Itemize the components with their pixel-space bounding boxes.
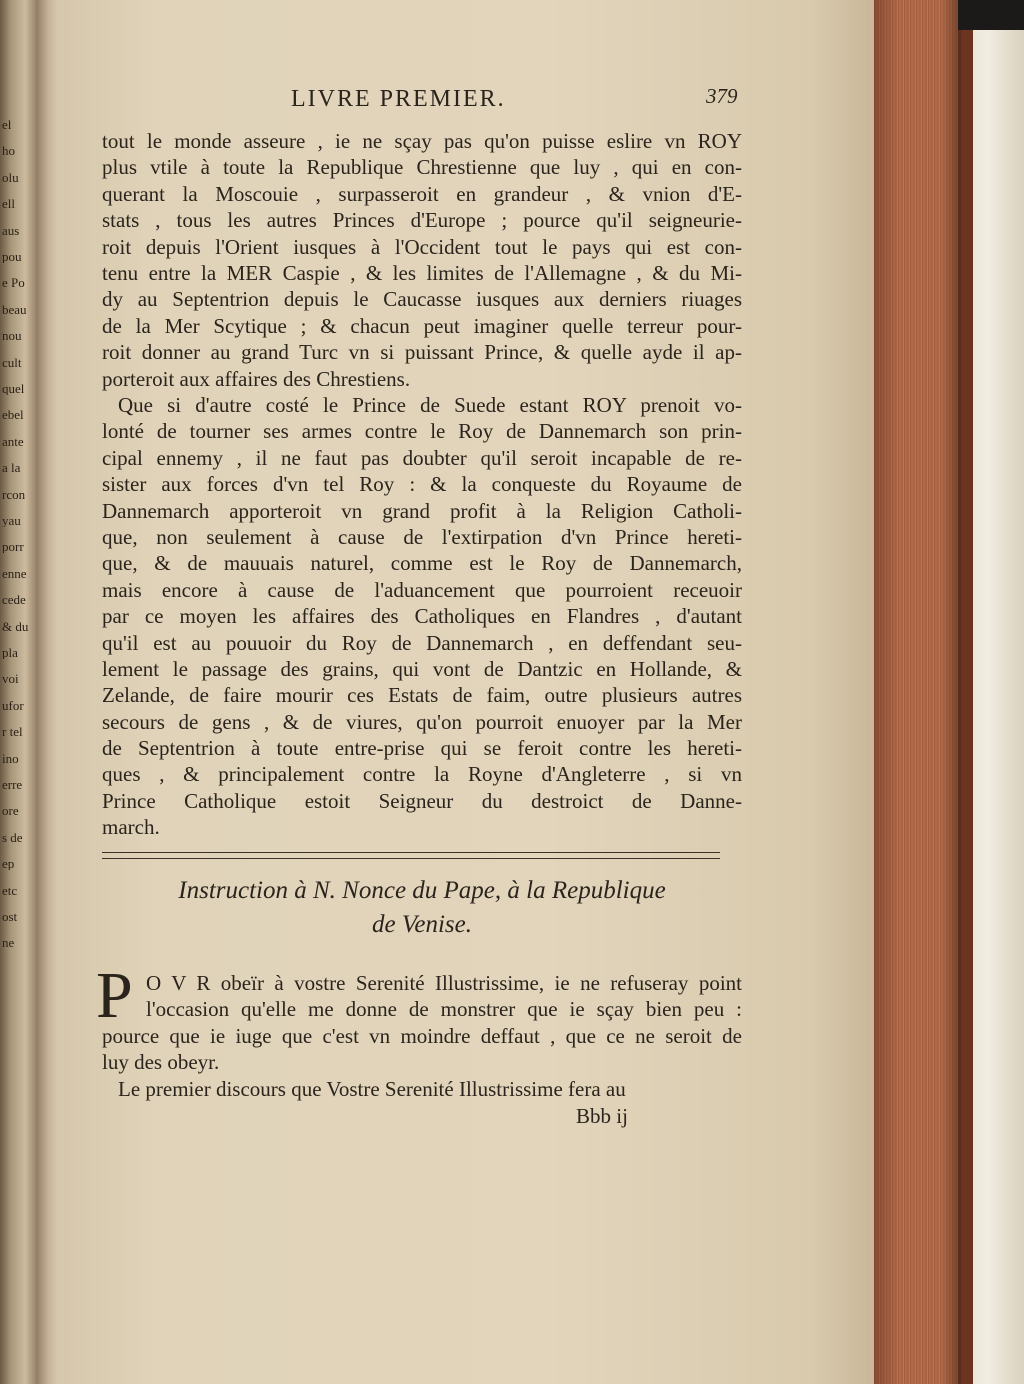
- text-line: secours de gens , & de viures, qu'on pourroit enuoyer par la Mer: [102, 709, 742, 734]
- text-line: cipal ennemy , il ne faut pas doubter qu'il seroit incapable de re-: [102, 445, 742, 470]
- text-line: Zelande, de faire mourir ces Estats de faim, outre plusieurs autres: [102, 683, 742, 708]
- facing-page-fragment: porr: [2, 540, 24, 554]
- text-line: de Septentrion à toute entre-prise qui se feroit contre les hereti-: [102, 736, 742, 761]
- text-line: pource que ie iuge que c'est vn moindre deffaut , que ce ne seroit de: [102, 1023, 742, 1048]
- facing-page-fragment: ell: [2, 197, 15, 211]
- text-line: que, non seulement à cause de l'extirpation d'vn Prince hereti-: [102, 524, 742, 549]
- facing-page-fragment: ebel: [2, 408, 24, 422]
- facing-page-fragment: a la: [2, 461, 21, 475]
- running-head: LIVRE PREMIER.: [291, 86, 506, 112]
- text-line: ques , & principalement contre la Royne d'Angleterre , si vn: [102, 762, 742, 787]
- facing-page-fragment: rcon: [2, 487, 26, 501]
- text-line: que, & de mauuais naturel, comme est le Roy de Dannemarch,: [102, 551, 742, 576]
- book-page: [56, 0, 876, 1384]
- text-line: dy au Septentrion depuis le Caucasse iusques aux derniers riuages: [102, 287, 742, 312]
- facing-page-fragment: cult: [2, 355, 22, 369]
- signature-mark: Bbb ij: [576, 1104, 628, 1128]
- facing-page-fragment: el: [2, 118, 12, 131]
- facing-page-fragment: r tel: [2, 725, 23, 739]
- text-line: Prince Catholique estoit Seigneur du destroict de Danne-: [102, 788, 742, 813]
- text-line: roit depuis l'Orient iusques à l'Occident tout le pays qui est con-: [102, 234, 742, 259]
- text-line: de la Mer Scytique ; & chacun peut imaginer quelle terreur pour-: [102, 313, 742, 338]
- facing-page-edge: [0, 0, 36, 1384]
- section-heading: [102, 874, 742, 942]
- text-line: lement le passage des grains, qui vont de Dantzic en Hollande, &: [102, 656, 742, 681]
- text-line: sister aux forces d'vn tel Roy : & la conqueste du Royaume de: [102, 472, 742, 497]
- facing-page-fragment: ost: [2, 910, 18, 923]
- text-line: par ce moyen les affaires des Catholiques en Flandres , d'autant: [102, 604, 742, 629]
- text-line: Le premier discours que Vostre Serenité Illustrissime fera au: [118, 1077, 626, 1101]
- cover-board-edge: [961, 30, 973, 1384]
- facing-page-fragment: enne: [2, 566, 27, 580]
- facing-page-fragment: s de: [2, 830, 23, 844]
- paragraph-4: [102, 1076, 742, 1102]
- text-line: roit donner au grand Turc vn si puissant Prince, & quelle ayde il ap-: [102, 340, 742, 365]
- facing-page-fragment: ante: [2, 434, 24, 448]
- text-line: qu'il est au pouuoir du Roy de Dannemarch , en deffendant seu-: [102, 630, 742, 655]
- facing-page-fragment: voi: [2, 672, 19, 686]
- facing-page-fragment: etc: [2, 883, 18, 897]
- facing-page-fragment: yau: [2, 514, 21, 527]
- text-line: O V R obeïr à vostre Serenité Illustrissime, ie ne refuseray point: [146, 971, 742, 995]
- facing-page-fragment: pou: [2, 250, 22, 263]
- facing-page-fragment: beau: [2, 302, 27, 316]
- facing-page-fragment: aus: [2, 223, 20, 237]
- facing-page-fragment: nou: [2, 329, 22, 343]
- text-line: porteroit aux affaires des Chrestiens.: [102, 366, 411, 391]
- paragraph-2: [102, 392, 742, 841]
- facing-page-fragment: & du: [2, 619, 29, 633]
- section-heading-line-2: de Venise.: [372, 911, 472, 938]
- facing-page-fragment: ne: [2, 936, 15, 950]
- facing-page-fragment: erre: [2, 778, 23, 791]
- text-line: luy des obeyr.: [102, 1050, 220, 1075]
- text-line: lonté de tourner ses armes contre le Roy de Dannemarch son prin-: [102, 419, 742, 444]
- facing-page-fragment: quel: [2, 382, 25, 395]
- facing-page-fragment: ufor: [2, 698, 24, 712]
- facing-page-fragment: e Po: [2, 276, 25, 290]
- text-line: plus vtile à toute la Republique Chrestienne que luy , qui en con-: [102, 155, 742, 180]
- text-line: querant la Moscouie , surpasseroit en grandeur , & vnion d'E-: [102, 181, 742, 206]
- text-line: l'occasion qu'elle me donne de monstrer que ie sçay bien peu :: [146, 997, 742, 1022]
- facing-page-fragment: olu: [2, 170, 19, 184]
- text-line: Dannemarch apporteroit vn grand profit à la Religion Catholi-: [102, 498, 742, 523]
- text-line: mais encore à cause de l'aduancement que pourroient receuoir: [102, 577, 742, 602]
- paragraph-3: [102, 970, 742, 1076]
- text-line: Que si d'autre costé le Prince de Suede estant ROY prenoit vo-: [118, 393, 742, 417]
- page-fore-edge: [874, 0, 958, 1384]
- paragraph-1: [102, 128, 742, 392]
- book-cover: [958, 30, 1024, 1384]
- book-gutter: [36, 0, 58, 1384]
- facing-page-fragment: ore: [2, 804, 19, 818]
- facing-page-fragment: ho: [2, 144, 15, 158]
- facing-page-fragment: ep: [2, 857, 15, 871]
- text-line: march.: [102, 815, 160, 840]
- section-rule: [102, 852, 720, 859]
- facing-page-fragment: cede: [2, 593, 26, 607]
- drop-cap: P: [96, 959, 133, 1032]
- facing-page-fragment: ino: [2, 751, 19, 765]
- facing-page-fragment: pla: [2, 646, 18, 659]
- text-line: stats , tous les autres Princes d'Europe ; pource qu'il seigneurie-: [102, 208, 742, 233]
- section-heading-line-1: Instruction à N. Nonce du Pape, à la Republique: [178, 877, 666, 904]
- text-line: tenu entre la MER Caspie , & les limites de l'Allemagne , & du Mi-: [102, 260, 742, 285]
- text-line: tout le monde asseure , ie ne sçay pas qu'on puisse eslire vn ROY: [102, 129, 742, 153]
- page-number: 379: [706, 84, 738, 108]
